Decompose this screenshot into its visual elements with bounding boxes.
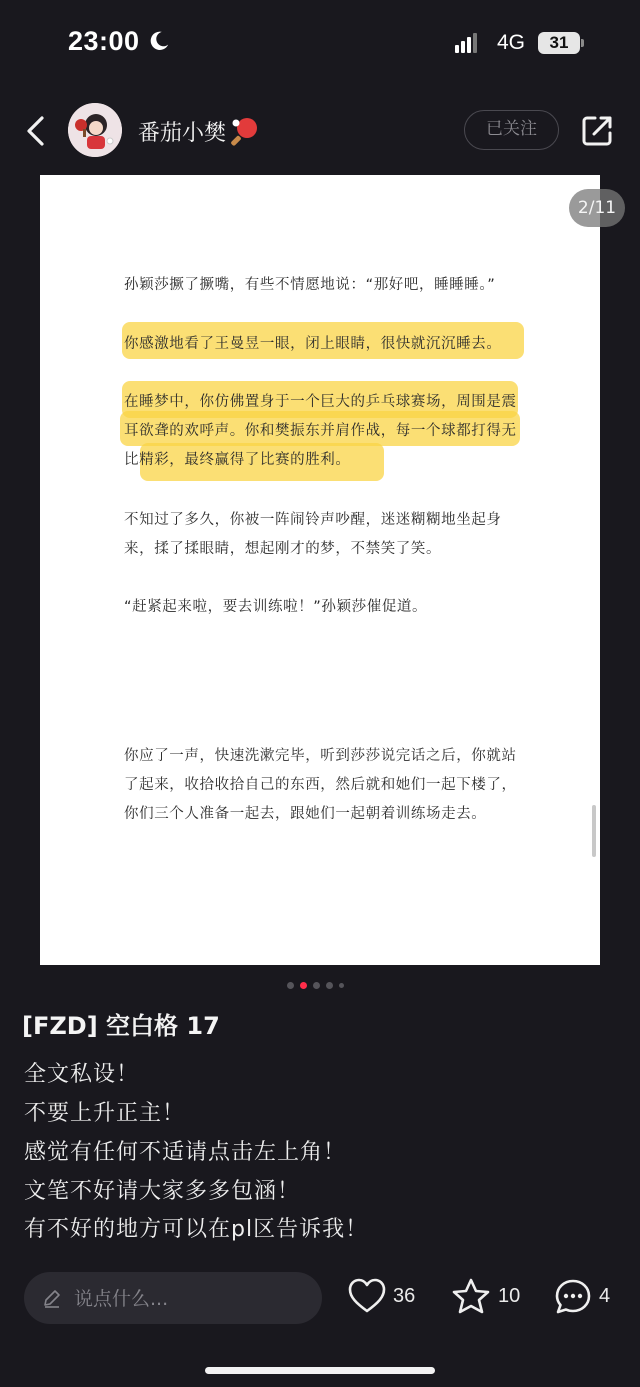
battery-tip [581, 39, 584, 47]
post-title: [FZD] 空白格 17 [22, 1012, 220, 1040]
moon-icon [148, 30, 170, 52]
carousel-dot[interactable] [313, 982, 320, 989]
author-avatar[interactable] [68, 103, 122, 157]
doc-paragraph: 孙颖莎撅了撅嘴，有些不情愿地说：“那好吧，睡睡睡。” [124, 277, 496, 293]
network-type: 4G [497, 31, 526, 54]
carousel-dot[interactable] [287, 982, 294, 989]
battery-icon [538, 32, 580, 54]
favorite-count: 10 [498, 1285, 521, 1307]
post-body-line: 感觉有任何不适请点击左上角！ [24, 1140, 347, 1165]
carousel-dot-active[interactable] [300, 982, 307, 989]
share-icon[interactable] [580, 114, 614, 148]
battery-level: 31 [549, 33, 569, 52]
signal-icon [455, 33, 479, 53]
post-header [0, 98, 640, 164]
author-name[interactable]: 番茄小樊 [138, 121, 227, 146]
like-count: 36 [393, 1285, 416, 1307]
comment-button[interactable] [554, 1278, 616, 1318]
back-arrow-icon[interactable] [20, 112, 54, 150]
doc-paragraph: “赶紧起来啦，要去训练啦！”孙颖莎催促道。 [124, 599, 428, 615]
pencil-icon [42, 1288, 62, 1308]
star-icon [452, 1278, 490, 1314]
post-body-line: 有不好的地方可以在pl区告诉我！ [24, 1217, 369, 1242]
post-body-line: 全文私设！ [24, 1062, 140, 1087]
comment-count: 4 [599, 1285, 611, 1307]
doc-scrollbar [592, 805, 596, 857]
comment-bubble-icon [554, 1278, 592, 1316]
doc-paragraph: 你感激地看了王曼昱一眼，闭上眼睛，很快就沉沉睡去。 [124, 336, 502, 352]
post-body-line: 文笔不好请大家多多包涵！ [24, 1179, 301, 1204]
ping-pong-paddle-icon [230, 116, 260, 146]
status-time: 23:00 [68, 26, 140, 56]
doc-paragraph: 你应了一声，快速洗漱完毕，听到莎莎说完话之后，你就站了起来，收拾收拾自己的东西，然后就和她们一起下楼了，你们三个人准备一起去，跟她们一起朝着训练场走去。 [124, 748, 517, 822]
like-button[interactable] [348, 1278, 422, 1318]
doc-paragraph: 在睡梦中，你仿佛置身于一个巨大的乒乓球赛场，周围是震耳欲聋的欢呼声。你和樊振东并肩作战，每一个球都打得无比精彩，最终赢得了比赛的胜利。 [124, 394, 517, 468]
avatar-illustration-icon [68, 103, 122, 157]
status-bar [0, 0, 640, 90]
favorite-button[interactable] [452, 1278, 526, 1318]
home-indicator[interactable] [205, 1367, 435, 1374]
carousel-dot[interactable] [339, 983, 344, 988]
follow-button[interactable]: 已关注 [464, 110, 559, 150]
image-page-indicator: 2/11 [569, 189, 625, 227]
comment-input[interactable] [24, 1272, 322, 1324]
comment-placeholder: 说点什么... [74, 1288, 169, 1310]
carousel-dots [287, 981, 344, 989]
heart-icon [348, 1278, 386, 1314]
doc-paragraph: 不知过了多久，你被一阵闹铃声吵醒，迷迷糊糊地坐起身来，揉了揉眼睛，想起刚才的梦，不禁笑了笑。 [124, 512, 502, 557]
post-body-line: 不要上升正主！ [24, 1101, 186, 1126]
carousel-dot[interactable] [326, 982, 333, 989]
